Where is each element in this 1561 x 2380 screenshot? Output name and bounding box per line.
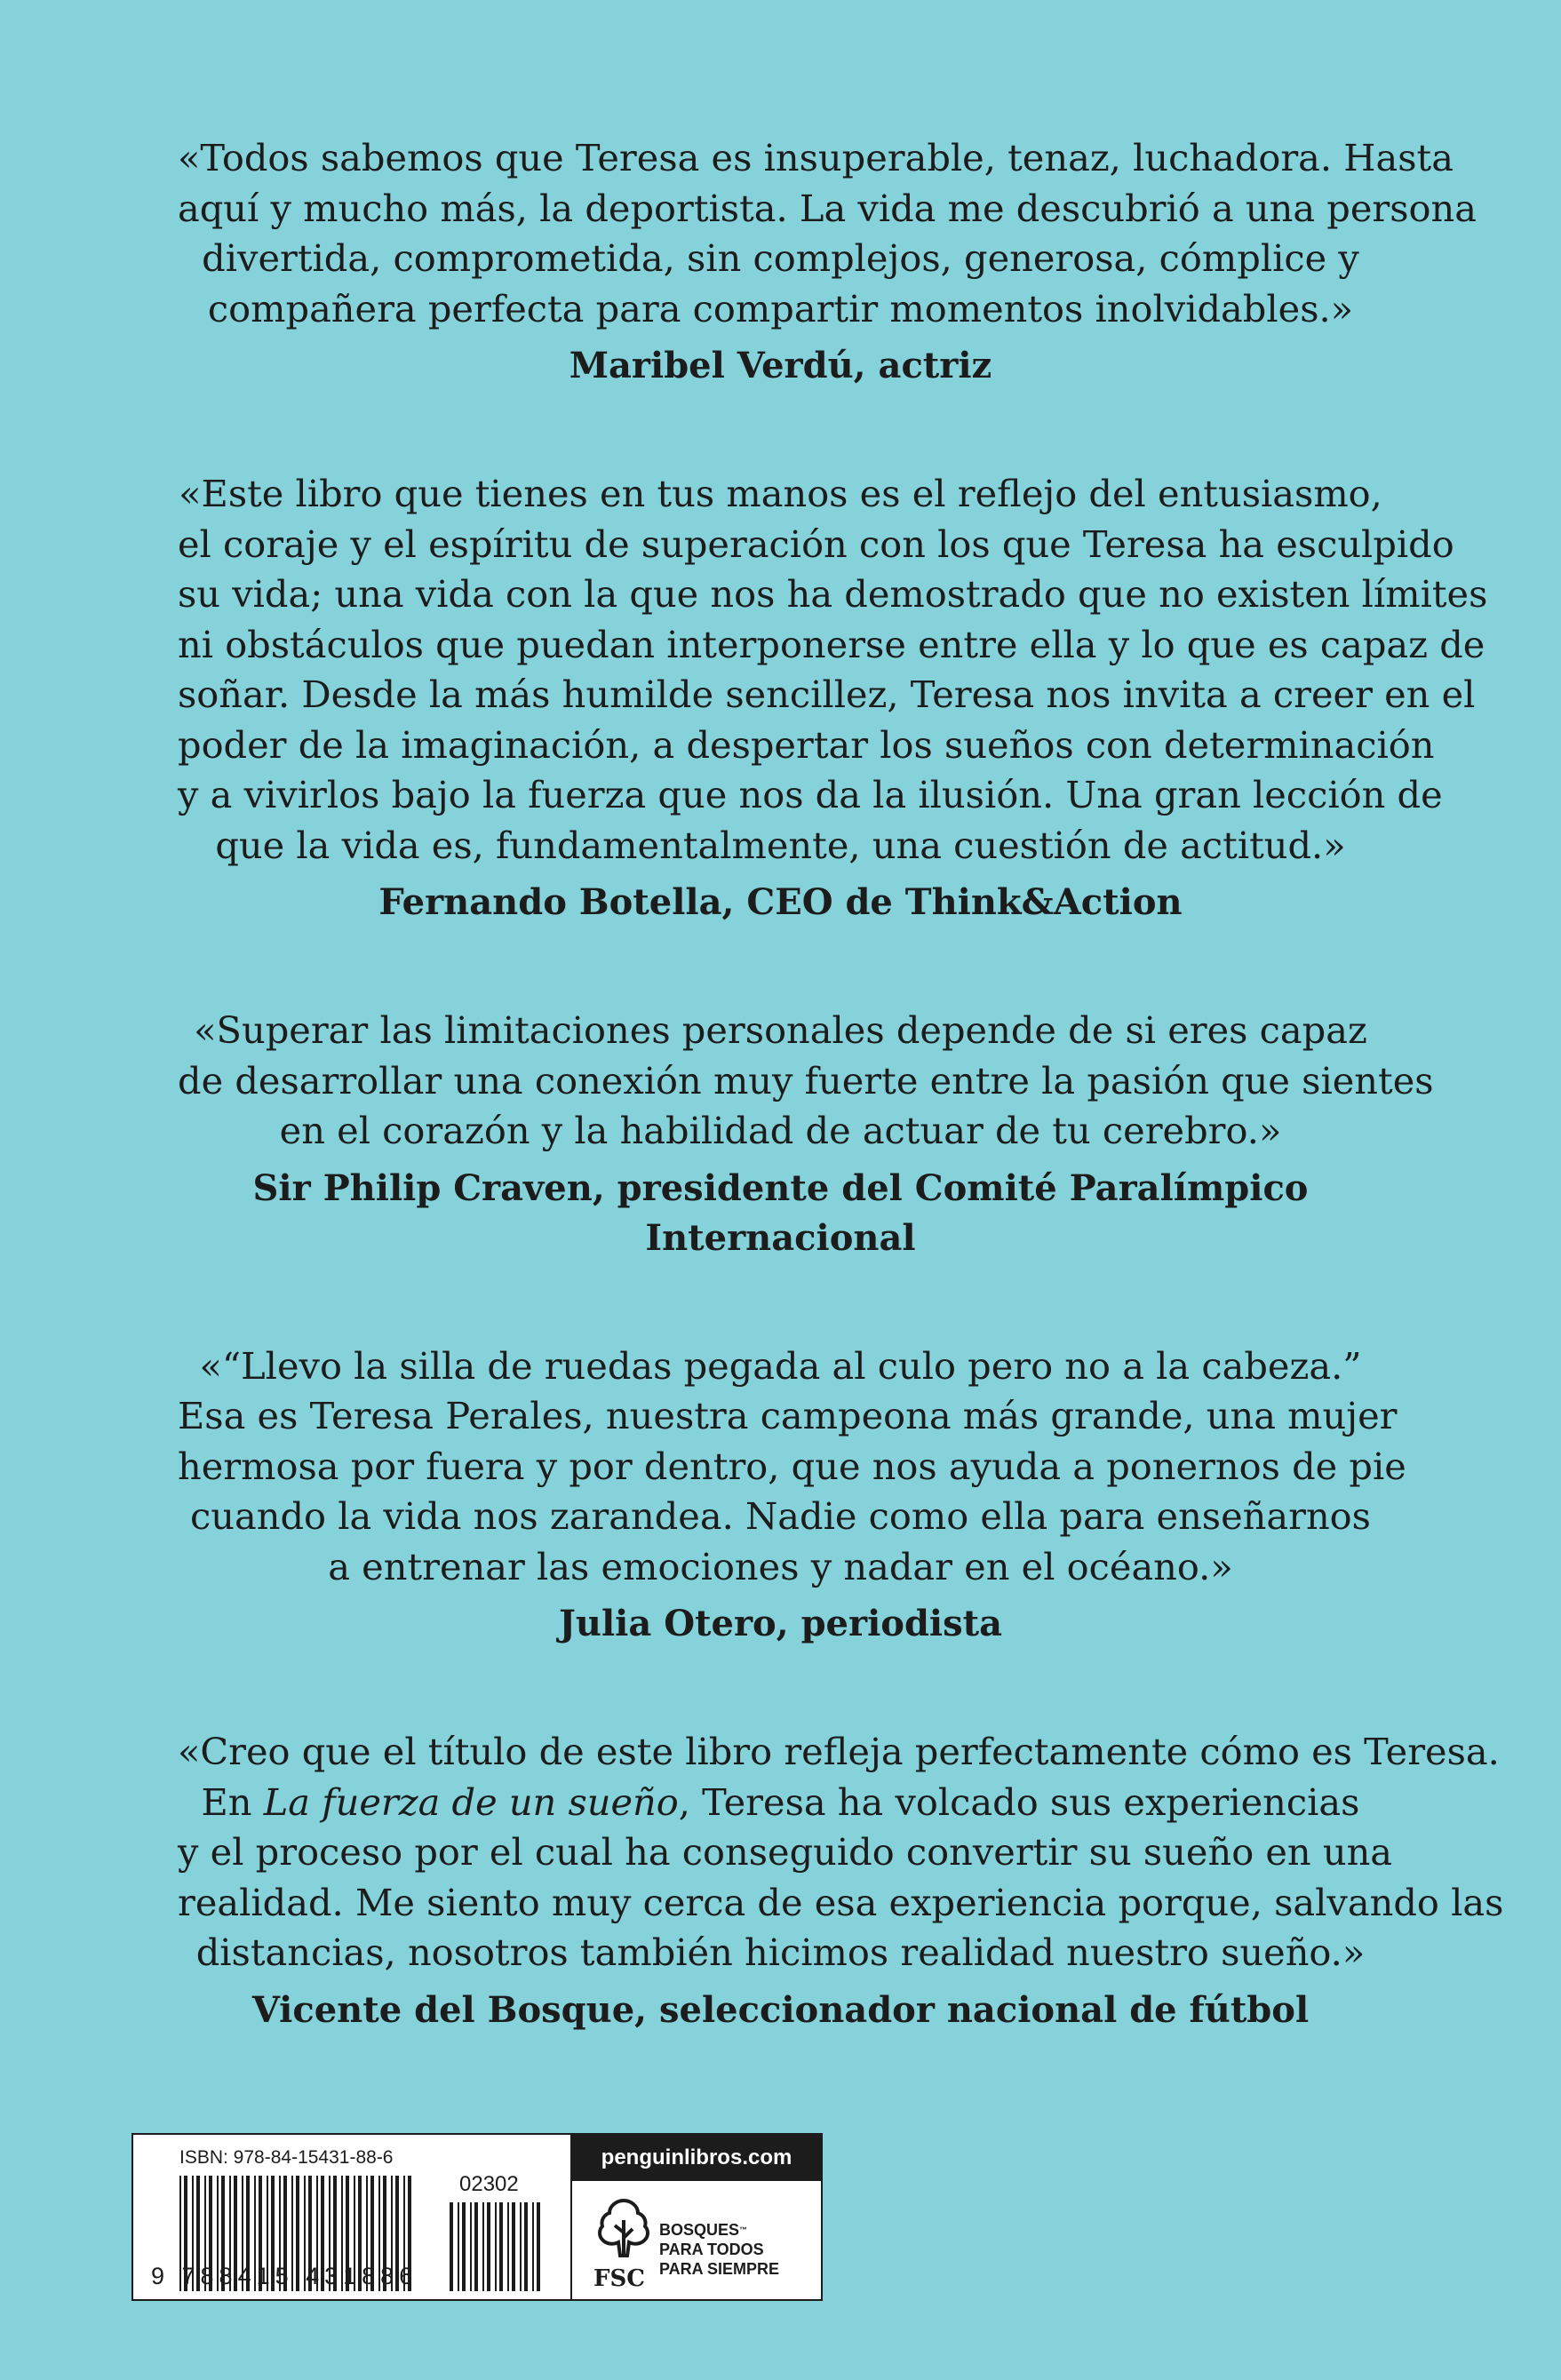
- quote-author: [178, 341, 1383, 391]
- quote-block: [178, 1341, 1406, 1650]
- author-line: Sir Philip Craven, presidente del Comité Paralímpico: [252, 1166, 1309, 1209]
- quote-line: «Este libro que tienes en tus manos es el reflejo del entusiasmo,: [179, 472, 1382, 515]
- quote-line: poder de la imaginación, a despertar los sueños con determinación: [178, 722, 1435, 767]
- quote-line: compañera perfecta para compartir momentos inolvidables.»: [207, 286, 1354, 330]
- quote-line: «Creo que el título de este libro refleja perfectamente cómo es Teresa.: [178, 1730, 1500, 1773]
- quote-line: y a vivirlos bajo la fuerza que nos da la ilusión. Una gran lección de: [178, 773, 1443, 816]
- quote-block: [178, 1727, 1504, 2035]
- barcode-digits: 9 788415 431886: [151, 2263, 418, 2289]
- quote-line: «“Llevo la silla de ruedas pegada al culo pero no a la cabeza.”: [199, 1343, 1362, 1388]
- quote-line: de desarrollar una conexión muy fuerte entre la pasión que sientes: [178, 1058, 1434, 1102]
- barcode-panel: [133, 2135, 572, 2299]
- quote-fragment: En: [201, 1779, 264, 1824]
- fsc-tagline: [659, 2220, 779, 2279]
- quote-text: [178, 1341, 1406, 1593]
- quote-line: [178, 1778, 1383, 1828]
- quote-text: [178, 133, 1477, 334]
- quote-author: Vicente del Bosque, seleccionador nacional de fútbol: [251, 1988, 1310, 2031]
- quote-line: realidad. Me siento muy cerca de esa experiencia porque, salvando las: [178, 1880, 1504, 1924]
- quote-text: [178, 469, 1488, 871]
- fsc-tagline-line: PARA SIEMPRE: [659, 2260, 780, 2278]
- quote-author: [178, 1164, 1383, 1263]
- quote-line: Esa es Teresa Perales, nuestra campeona más grande, una mujer: [178, 1394, 1398, 1437]
- quote-line: el coraje y el espíritu de superación con los que Teresa ha esculpido: [178, 521, 1454, 566]
- quote-line: divertida, comprometida, sin complejos, generosa, cómplice y: [202, 236, 1359, 280]
- fsc-tree-icon: [590, 2193, 657, 2291]
- fsc-tagline-line: BOSQUES: [659, 2221, 740, 2239]
- author-line: Maribel Verdú, actriz: [569, 345, 992, 386]
- fsc-tagline-line: PARA TODOS: [659, 2241, 764, 2258]
- quote-line: «Todos sabemos que Teresa es insuperable, tenaz, luchadora. Hasta: [178, 136, 1453, 179]
- quote-line: aquí y mucho más, la deportista. La vida me descubrió a una persona: [178, 186, 1477, 230]
- quote-line: ni obstáculos que puedan interponerse entre ella y lo que es capaz de: [178, 622, 1485, 666]
- quotes-section: [178, 133, 1504, 2113]
- isbn-label: ISBN: 978-84-15431-88-6: [179, 2147, 394, 2168]
- barcode-box: [131, 2133, 823, 2301]
- quote-line: hermosa por fuera y por dentro, que nos ayuda a ponernos de pie: [178, 1444, 1406, 1488]
- book-title: La fuerza de un sueño: [263, 1779, 679, 1824]
- quote-block: [178, 1006, 1434, 1263]
- quote-text: [178, 1006, 1434, 1157]
- quote-block: [178, 133, 1477, 391]
- quote-author: [178, 1599, 1383, 1649]
- quote-line: «Superar las limitaciones personales depende de si eres capaz: [194, 1008, 1367, 1052]
- publisher-website: penguinlibros.com: [572, 2135, 821, 2181]
- quote-line: distancias, nosotros también hicimos realidad nuestro sueño.»: [195, 1930, 1366, 1974]
- price-code: 02302: [459, 2172, 519, 2196]
- author-line: Internacional: [645, 1216, 916, 1259]
- quote-text: [178, 1727, 1504, 1978]
- quote-author: [178, 878, 1383, 927]
- quote-line: soñar. Desde la más humilde sencillez, Teresa nos invita a creer en el: [178, 673, 1476, 716]
- author-line: Julia Otero, periodista: [558, 1603, 1003, 1644]
- quote-line: cuando la vida nos zarandea. Nadie como ella para enseñarnos: [190, 1494, 1371, 1538]
- author-line: Fernando Botella, CEO de Think&Action: [378, 881, 1183, 923]
- quote-block: [178, 469, 1488, 927]
- quote-line: su vida; una vida con la que nos ha demostrado que no existen límites: [178, 572, 1488, 616]
- quote-line: a entrenar las emociones y nadar en el océano.»: [328, 1544, 1233, 1588]
- quote-line: en el corazón y la habilidad de actuar de tu cerebro.»: [279, 1109, 1282, 1152]
- trademark-mark: ™: [739, 2225, 748, 2234]
- quote-fragment: , Teresa ha volcado sus experiencias: [678, 1779, 1360, 1824]
- fsc-label: FSC: [593, 2265, 645, 2291]
- publisher-panel: [572, 2135, 821, 2299]
- quote-line: y el proceso por el cual ha conseguido convertir su sueño en una: [178, 1830, 1393, 1874]
- quote-line: que la vida es, fundamentalmente, una cuestión de actitud.»: [215, 823, 1346, 867]
